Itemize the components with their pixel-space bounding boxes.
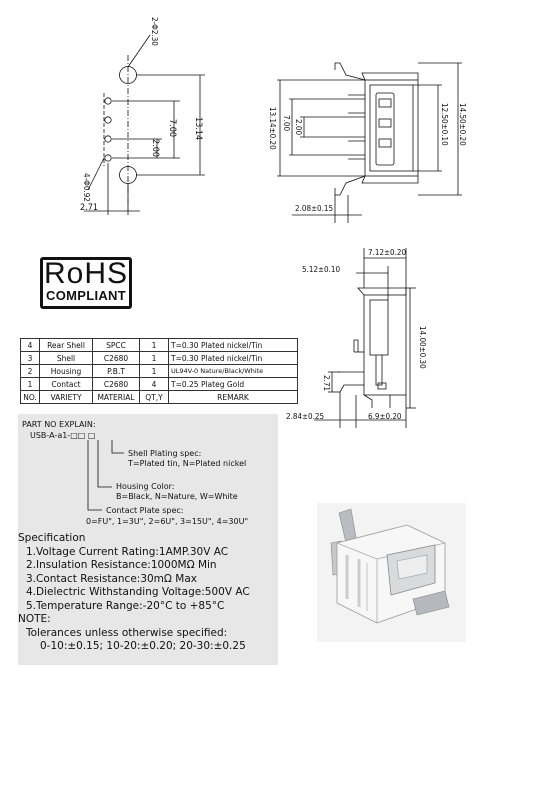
side-dim-69: 6.9±0.20 xyxy=(368,412,402,421)
product-photo xyxy=(317,503,466,642)
bom-remark: T=0.30 Plated nickel/Tin xyxy=(169,352,298,365)
shell-outline xyxy=(365,80,418,176)
bom-header-qty: QT,Y xyxy=(140,391,169,404)
spec-title: Specification xyxy=(18,532,86,544)
housing-color-title: Housing Color: xyxy=(116,482,175,491)
part-no-explain xyxy=(18,414,278,531)
front-dim-1314: 13.14±0.20 xyxy=(268,107,277,150)
bom-no: 4 xyxy=(21,339,40,352)
tolerance-values: 0-10:±0.15; 10-20:±0.20; 20-30:±0.25 xyxy=(40,640,246,652)
bom-header-remark: REMARK xyxy=(169,391,298,404)
bom-variety: Shell xyxy=(40,352,93,365)
dim-271-label: 2.71 xyxy=(80,203,99,213)
spec-item: 1.Voltage Current Rating:1AMP.30V AC xyxy=(26,545,229,558)
part-no-boxes: □□ □ xyxy=(70,431,96,440)
rohs-logo-title: RoHS xyxy=(43,257,129,290)
front-dim-700: 7.00 xyxy=(282,115,291,132)
side-view-drawing xyxy=(284,240,444,430)
contact-plate-title: Contact Plate spec: xyxy=(106,506,184,515)
bom-no: 3 xyxy=(21,352,40,365)
bom-material: P.B.T xyxy=(93,365,140,378)
dim-1314-label: 13.14 xyxy=(193,117,203,141)
bom-remark: T=0.25 Plateg Gold xyxy=(169,378,298,391)
spec-item: 3.Contact Resistance:30mΩ Max xyxy=(26,572,197,585)
bom-material: C2680 xyxy=(93,378,140,391)
bom-header-no: NO. xyxy=(21,391,40,404)
bom-no: 2 xyxy=(21,365,40,378)
part-no-title: PART NO EXPLAIN: xyxy=(22,420,96,429)
small-hole-2 xyxy=(105,117,111,123)
specification-panel xyxy=(18,531,278,665)
bom-material: SPCC xyxy=(93,339,140,352)
footprint-drawing xyxy=(70,5,230,230)
bom-qty: 1 xyxy=(140,352,169,365)
spec-item: 4.Dielectric Withstanding Voltage:500V AC xyxy=(26,586,250,598)
shell-plating-desc: T=Plated tin, N=Plated nickel xyxy=(128,459,247,468)
table-row xyxy=(21,365,298,378)
shell-plating-title: Shell Plating spec: xyxy=(128,449,202,458)
bom-header-material: MATERIAL xyxy=(93,391,140,404)
front-dim-208: 2.08±0.15 xyxy=(295,204,334,213)
hole-large-label: 2-Φ2.30 xyxy=(150,17,159,46)
bom-remark: UL94V-0 Nature/Black/White xyxy=(169,365,298,378)
bom-qty: 1 xyxy=(140,339,169,352)
spec-item: 5.Temperature Range:-20°C to +85°C xyxy=(26,599,225,612)
bom-no: 1 xyxy=(21,378,40,391)
rohs-logo xyxy=(40,257,132,309)
side-dim-1400: 14.00±0.30 xyxy=(418,326,427,369)
bom-remark: T=0.30 Plated nickel/Tin xyxy=(169,339,298,352)
bom-variety: Housing xyxy=(40,365,93,378)
dim-200-label: 2.00 xyxy=(150,139,160,158)
front-dim-1450: 14.50±0.20 xyxy=(458,103,467,146)
bom-table xyxy=(20,338,298,404)
bom-material: C2680 xyxy=(93,352,140,365)
side-dim-712: 7.12±0.20 xyxy=(368,248,407,257)
side-dim-284: 2.84±0.25 xyxy=(286,412,325,421)
front-dim-200: 2.00 xyxy=(294,119,303,136)
tolerance-title: Tolerances unless otherwise specified: xyxy=(26,626,228,639)
bom-variety: Rear Shell xyxy=(40,339,93,352)
bom-qty: 4 xyxy=(140,378,169,391)
bom-variety: Contact xyxy=(40,378,93,391)
side-dim-271: 2.71 xyxy=(322,375,331,392)
rohs-logo-subtitle: COMPLIANT xyxy=(46,288,126,303)
contact-plate-desc: 0=FU", 1=3U", 2=6U", 3=15U", 4=30U" xyxy=(86,517,249,526)
side-dim-512: 5.12±0.10 xyxy=(302,265,341,274)
housing-color-desc: B=Black, N=Nature, W=White xyxy=(116,492,238,501)
small-hole-1 xyxy=(105,98,111,104)
table-row xyxy=(21,339,298,352)
note-title: NOTE: xyxy=(18,613,51,625)
bom-qty: 1 xyxy=(140,365,169,378)
front-dim-1250: 12.50±0.10 xyxy=(440,103,449,146)
front-view-drawing xyxy=(262,55,468,225)
small-hole-4 xyxy=(105,155,111,161)
spec-item: 2.Insulation Resistance:1000MΩ Min xyxy=(26,559,217,571)
table-row xyxy=(21,352,298,365)
table-header-row xyxy=(21,391,298,404)
small-hole-3 xyxy=(105,136,111,142)
hole-small-label: 4-Φ0.92 xyxy=(82,173,91,202)
bom-header-variety: VARIETY xyxy=(40,391,93,404)
dim-700-label: 7.00 xyxy=(167,119,177,138)
part-no-code-text: USB-A-a1- xyxy=(30,431,71,440)
table-row xyxy=(21,378,298,391)
